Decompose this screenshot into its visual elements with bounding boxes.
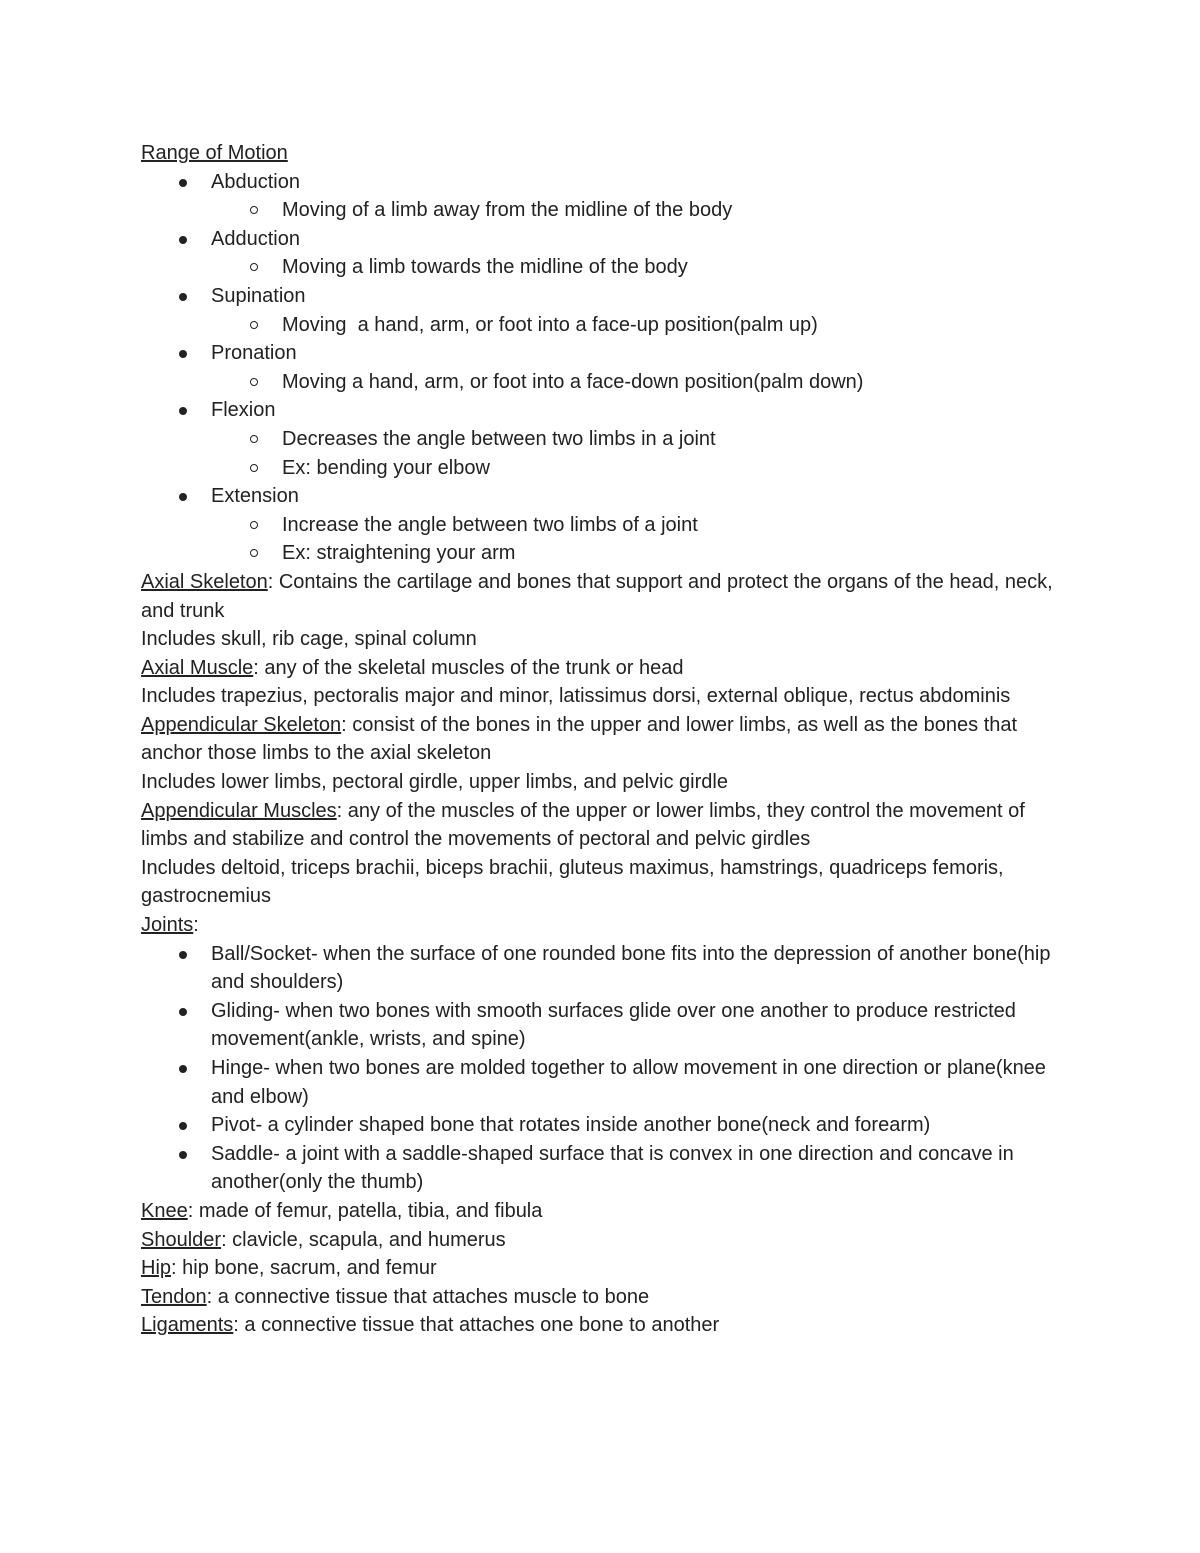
appendicular-skeleton-definition: Appendicular Skeleton: consist of the bones in the upper and lower limbs, as well as the bones that anchor those limbs to the axial skeleton [141, 713, 1018, 765]
appendicular-muscles-definition: Appendicular Muscles: any of the muscles of the upper or lower limbs, they control the movement of limbs and stabilize and control the movements of pectoral and pelvic girdles [141, 799, 1025, 851]
list-item: Ball/Socket- when the surface of one rounded bone fits into the depression of another bone(hip and shoulders) [141, 940, 1071, 997]
list-item: Saddle- a joint with a saddle-shaped surface that is convex in one direction and concave in another(only the thumb) [141, 1140, 1071, 1197]
document-page [141, 139, 1071, 1340]
appendicular-muscles-includes: Includes deltoid, triceps brachii, biceps brachii, gluteus maximus, hamstrings, quadriceps femoris, gastrocnemius [141, 856, 1004, 908]
ligaments-definition: Ligaments: a connective tissue that attaches one bone to another [141, 1314, 720, 1337]
tendon-definition: Tendon: a connective tissue that attaches muscle to bone [141, 1285, 650, 1308]
hip-definition: Hip: hip bone, sacrum, and femur [141, 1257, 437, 1280]
axial-muscle-definition: Axial Muscle: any of the skeletal muscles of the trunk or head [141, 656, 684, 679]
list-item: Flexion Decreases the angle between two limbs in a joint Ex: bending your elbow [141, 396, 1071, 482]
list-item: Gliding- when two bones with smooth surfaces glide over one another to produce restricted movement(ankle, wrists, and spine) [141, 997, 1071, 1054]
sub-list-item: Moving a hand, arm, or foot into a face-down position(palm down) [141, 368, 1071, 397]
sub-list-item: Increase the angle between two limbs of a joint [141, 511, 1071, 540]
joints-list [141, 940, 1071, 1197]
axial-skeleton-definition: Axial Skeleton: Contains the cartilage and bones that support and protect the organs of the head, neck, and trunk [141, 570, 1053, 622]
axial-muscle-includes: Includes trapezius, pectoralis major and minor, latissimus dorsi, external oblique, rectus abdominis [141, 685, 1011, 708]
axial-skeleton-includes: Includes skull, rib cage, spinal column [141, 628, 477, 651]
sub-list-item: Moving of a limb away from the midline of the body [141, 196, 1071, 225]
sub-list-item: Moving a limb towards the midline of the body [141, 253, 1071, 282]
list-item: Adduction Moving a limb towards the midline of the body [141, 225, 1071, 282]
range-of-motion-heading: Range of Motion [141, 142, 288, 164]
joints-heading: Joints: [141, 914, 199, 937]
range-of-motion-list [141, 168, 1071, 568]
list-item: Pivot- a cylinder shaped bone that rotates inside another bone(neck and forearm) [141, 1111, 1071, 1140]
sub-list-item: Decreases the angle between two limbs in a joint [141, 425, 1071, 454]
sub-list-item: Ex: bending your elbow [141, 454, 1071, 483]
shoulder-definition: Shoulder: clavicle, scapula, and humerus [141, 1228, 506, 1251]
list-item: Pronation Moving a hand, arm, or foot into a face-down position(palm down) [141, 339, 1071, 396]
list-item: Extension Increase the angle between two limbs of a joint Ex: straightening your arm [141, 482, 1071, 568]
list-item: Hinge- when two bones are molded together to allow movement in one direction or plane(knee and elbow) [141, 1054, 1071, 1111]
appendicular-skeleton-includes: Includes lower limbs, pectoral girdle, upper limbs, and pelvic girdle [141, 771, 728, 794]
list-item: Abduction Moving of a limb away from the midline of the body [141, 168, 1071, 225]
list-item: Supination Moving a hand, arm, or foot into a face-up position(palm up) [141, 282, 1071, 339]
sub-list-item: Moving a hand, arm, or foot into a face-up position(palm up) [141, 311, 1071, 340]
sub-list-item: Ex: straightening your arm [141, 539, 1071, 568]
knee-definition: Knee: made of femur, patella, tibia, and fibula [141, 1199, 543, 1222]
